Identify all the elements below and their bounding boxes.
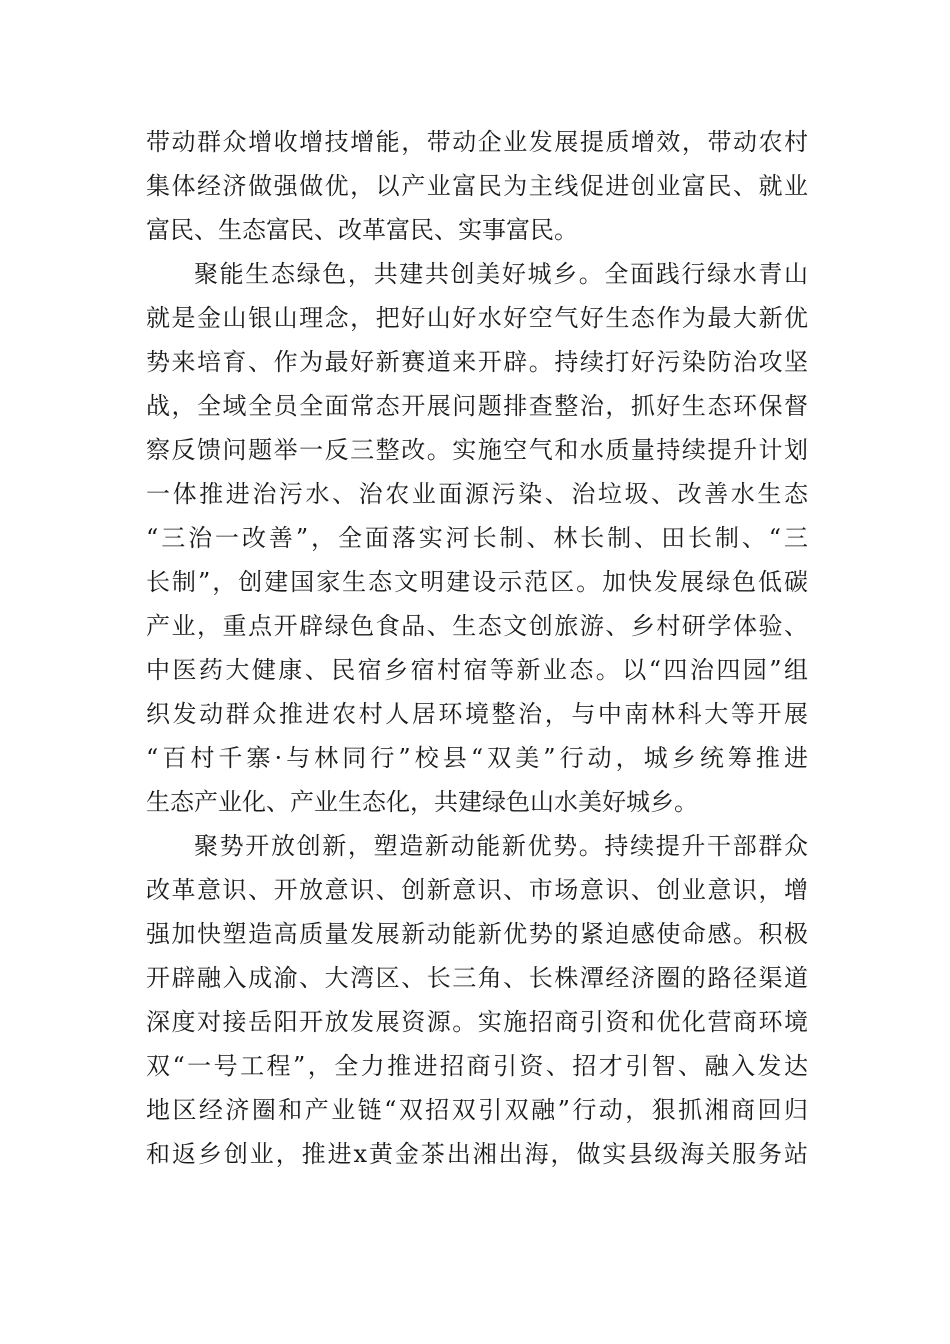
text-line: 势来培育、作为最好新赛道来开辟。持续打好污染防治攻坚	[146, 348, 808, 376]
text-line: 就是金山银山理念，把好山好水好空气好生态作为最大新优	[146, 304, 808, 332]
text-line: 中医药大健康、民宿乡宿村宿等新业态。以“四治四园”组	[146, 656, 808, 684]
paragraph-first-line: 聚能生态绿色，共建共创美好城乡。全面践行绿水青山	[194, 260, 808, 288]
text-line: 长制”，创建国家生态文明建设示范区。加快发展绿色低碳	[146, 568, 808, 596]
text-line: 产业，重点开辟绿色食品、生态文创旅游、乡村研学体验、	[146, 612, 808, 640]
text-line: 织发动群众推进农村人居环境整治，与中南林科大等开展	[146, 700, 808, 728]
text-line: “三治一改善”，全面落实河长制、林长制、田长制、“三	[146, 524, 808, 552]
text-line: 集体经济做强做优，以产业富民为主线促进创业富民、就业	[146, 172, 808, 200]
text-line: 一体推进治污水、治农业面源污染、治垃圾、改善水生态	[146, 480, 808, 508]
text-line: 双“一号工程”，全力推进招商引资、招才引智、融入发达	[146, 1052, 808, 1080]
text-line: 深度对接岳阳开放发展资源。实施招商引资和优化营商环境	[146, 1008, 808, 1036]
text-line: 开辟融入成渝、大湾区、长三角、长株潭经济圈的路径渠道	[146, 964, 808, 992]
text-line: 带动群众增收增技增能，带动企业发展提质增效，带动农村	[146, 128, 808, 156]
text-line: 强加快塑造高质量发展新动能新优势的紧迫感使命感。积极	[146, 920, 808, 948]
text-line: 富民、生态富民、改革富民、实事富民。	[146, 216, 578, 244]
text-line: 生态产业化、产业生态化，共建绿色山水美好城乡。	[146, 788, 698, 816]
text-line: 察反馈问题举一反三整改。实施空气和水质量持续提升计划	[146, 436, 808, 464]
text-line: 和返乡创业，推进x黄金茶出湘出海，做实县级海关服务站	[146, 1140, 808, 1168]
text-line: 地区经济圈和产业链“双招双引双融”行动，狠抓湘商回归	[146, 1096, 808, 1124]
paragraph-first-line: 聚势开放创新，塑造新动能新优势。持续提升干部群众	[194, 832, 808, 860]
text-line: “百村千寨·与林同行”校县“双美”行动，城乡统筹推进	[146, 744, 808, 772]
text-line: 战，全域全员全面常态开展问题排查整治，抓好生态环保督	[146, 392, 808, 420]
text-line: 改革意识、开放意识、创新意识、市场意识、创业意识，增	[146, 876, 808, 904]
